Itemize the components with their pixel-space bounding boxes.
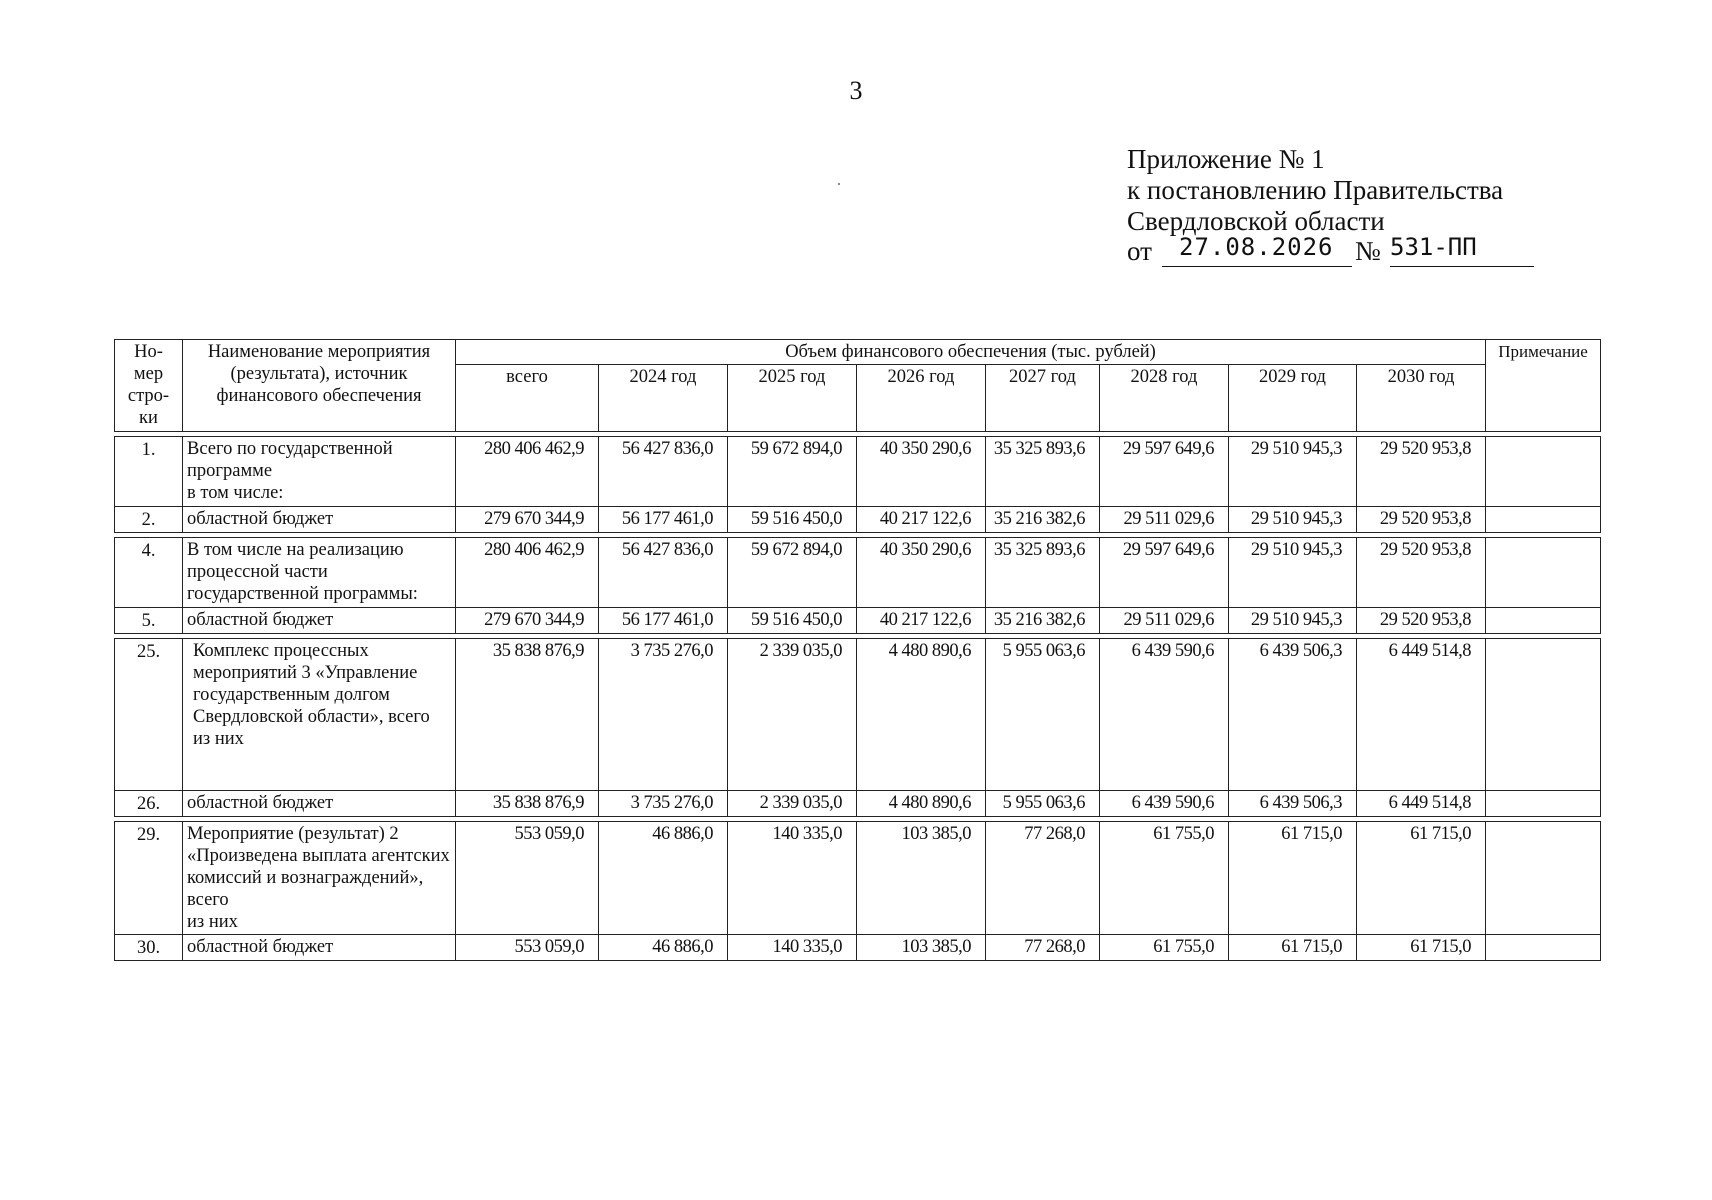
appendix-block: [1127, 144, 1503, 270]
scan-dot: [838, 183, 840, 185]
value-year-2030: 29 520 953,8: [1357, 507, 1486, 533]
value-year-2024: 56 427 836,0: [599, 437, 728, 507]
value-year-2027: 35 325 893,6: [986, 538, 1100, 608]
row-name: Комплекс процессных мероприятий 3 «Управление государственным долгом Свердловской области», всего из них: [183, 639, 456, 791]
value-year-2024: 3 735 276,0: [599, 639, 728, 791]
row-note: [1486, 538, 1601, 608]
row-note: [1486, 608, 1601, 634]
financing-table: [114, 339, 1601, 961]
value-year-2026: 103 385,0: [857, 935, 986, 961]
table-row: [115, 639, 1601, 791]
row-name: В том числе на реализацию процессной части государственной программы:: [183, 538, 456, 608]
table-row: [115, 437, 1601, 507]
row-name: областной бюджет: [183, 791, 456, 817]
value-year-2029: 61 715,0: [1229, 935, 1357, 961]
table-row: [115, 507, 1601, 533]
value-year-2029: 29 510 945,3: [1229, 538, 1357, 608]
row-number: 26.: [115, 791, 183, 817]
value-year-2026: 4 480 890,6: [857, 791, 986, 817]
value-year-2025: 59 672 894,0: [728, 538, 857, 608]
from-label: от: [1127, 236, 1152, 266]
resolution-date: 27.08.2026: [1179, 233, 1334, 261]
value-year-2030: 6 449 514,8: [1357, 791, 1486, 817]
page-number: 3: [849, 76, 863, 105]
table-row: [115, 791, 1601, 817]
row-name: областной бюджет: [183, 507, 456, 533]
value-year-2030: 61 715,0: [1357, 935, 1486, 961]
appendix-title: Приложение № 1: [1127, 144, 1325, 174]
value-year-2029: 29 510 945,3: [1229, 437, 1357, 507]
value-year-2024: 56 177 461,0: [599, 507, 728, 533]
value-year-2030: 29 520 953,8: [1357, 538, 1486, 608]
row-name: Мероприятие (результат) 2 «Произведена выплата агентских комиссий и вознаграждений», всего из них: [183, 822, 456, 935]
row-number: 25.: [115, 639, 183, 791]
row-note: [1486, 791, 1601, 817]
header-year-2024: 2024 год: [599, 365, 728, 432]
row-number: 4.: [115, 538, 183, 608]
table-row: [115, 538, 1601, 608]
value-year-2025: 59 672 894,0: [728, 437, 857, 507]
value-year-2027: 35 325 893,6: [986, 437, 1100, 507]
row-number: 30.: [115, 935, 183, 961]
header-name: Наименование мероприятия (результата), источник финансового обеспечения: [183, 340, 456, 432]
value-year-2026: 40 217 122,6: [857, 608, 986, 634]
value-year-2027: 5 955 063,6: [986, 791, 1100, 817]
header-year-2028: 2028 год: [1100, 365, 1229, 432]
header-year-2025: 2025 год: [728, 365, 857, 432]
value-year-2029: 6 439 506,3: [1229, 639, 1357, 791]
header-row-1: [115, 340, 1601, 365]
value-year-2030: 61 715,0: [1357, 822, 1486, 935]
row-number: 5.: [115, 608, 183, 634]
value-year-2025: 59 516 450,0: [728, 507, 857, 533]
value-year-2028: 29 597 649,6: [1100, 437, 1229, 507]
value-year-2024: 56 177 461,0: [599, 608, 728, 634]
row-number: 29.: [115, 822, 183, 935]
number-label: №: [1355, 236, 1381, 266]
appendix-resolution: к постановлению Правительства: [1127, 175, 1504, 205]
value-year-2028: 29 597 649,6: [1100, 538, 1229, 608]
value-year-2030: 6 449 514,8: [1357, 639, 1486, 791]
header-total: всего: [456, 365, 599, 432]
row-note: [1486, 639, 1601, 791]
value-year-2026: 40 350 290,6: [857, 538, 986, 608]
resolution-number: 531-ПП: [1390, 233, 1477, 261]
value-year-2026: 4 480 890,6: [857, 639, 986, 791]
row-number: 1.: [115, 437, 183, 507]
row-note: [1486, 507, 1601, 533]
value-total: 280 406 462,9: [456, 538, 599, 608]
header-year-2027: 2027 год: [986, 365, 1100, 432]
value-year-2030: 29 520 953,8: [1357, 608, 1486, 634]
value-year-2024: 3 735 276,0: [599, 791, 728, 817]
value-year-2024: 46 886,0: [599, 935, 728, 961]
row-name: Всего по государственной программе в том числе:: [183, 437, 456, 507]
value-year-2027: 77 268,0: [986, 935, 1100, 961]
value-year-2029: 29 510 945,3: [1229, 507, 1357, 533]
value-year-2028: 61 755,0: [1100, 935, 1229, 961]
table-row: [115, 935, 1601, 961]
value-total: 35 838 876,9: [456, 639, 599, 791]
value-year-2024: 56 427 836,0: [599, 538, 728, 608]
value-total: 280 406 462,9: [456, 437, 599, 507]
value-year-2028: 29 511 029,6: [1100, 507, 1229, 533]
value-year-2027: 5 955 063,6: [986, 639, 1100, 791]
value-year-2024: 46 886,0: [599, 822, 728, 935]
appendix-date-number-line: [1127, 233, 1503, 270]
value-total: 35 838 876,9: [456, 791, 599, 817]
value-total: 553 059,0: [456, 935, 599, 961]
value-year-2025: 2 339 035,0: [728, 639, 857, 791]
table-row: [115, 822, 1601, 935]
value-total: 279 670 344,9: [456, 608, 599, 634]
value-total: 279 670 344,9: [456, 507, 599, 533]
value-year-2027: 35 216 382,6: [986, 608, 1100, 634]
value-year-2025: 59 516 450,0: [728, 608, 857, 634]
row-note: [1486, 822, 1601, 935]
value-year-2027: 77 268,0: [986, 822, 1100, 935]
value-total: 553 059,0: [456, 822, 599, 935]
table-row: [115, 608, 1601, 634]
value-year-2025: 140 335,0: [728, 935, 857, 961]
value-year-2026: 103 385,0: [857, 822, 986, 935]
value-year-2026: 40 217 122,6: [857, 507, 986, 533]
table-body: [115, 432, 1601, 961]
value-year-2028: 6 439 590,6: [1100, 791, 1229, 817]
header-year-2029: 2029 год: [1229, 365, 1357, 432]
value-year-2029: 61 715,0: [1229, 822, 1357, 935]
value-year-2028: 61 755,0: [1100, 822, 1229, 935]
appendix-region: Свердловской области: [1127, 206, 1385, 236]
value-year-2025: 140 335,0: [728, 822, 857, 935]
row-note: [1486, 935, 1601, 961]
value-year-2028: 6 439 590,6: [1100, 639, 1229, 791]
row-note: [1486, 437, 1601, 507]
row-name: областной бюджет: [183, 935, 456, 961]
value-year-2029: 29 510 945,3: [1229, 608, 1357, 634]
value-year-2028: 29 511 029,6: [1100, 608, 1229, 634]
row-name: областной бюджет: [183, 608, 456, 634]
value-year-2027: 35 216 382,6: [986, 507, 1100, 533]
header-row-number: Но- мер стро- ки: [115, 340, 183, 432]
value-year-2029: 6 439 506,3: [1229, 791, 1357, 817]
header-year-2030: 2030 год: [1357, 365, 1486, 432]
value-year-2030: 29 520 953,8: [1357, 437, 1486, 507]
header-note: Примечание: [1486, 340, 1601, 432]
header-volume: Объем финансового обеспечения (тыс. рублей): [456, 340, 1486, 365]
header-year-2026: 2026 год: [857, 365, 986, 432]
value-year-2025: 2 339 035,0: [728, 791, 857, 817]
row-number: 2.: [115, 507, 183, 533]
value-year-2026: 40 350 290,6: [857, 437, 986, 507]
